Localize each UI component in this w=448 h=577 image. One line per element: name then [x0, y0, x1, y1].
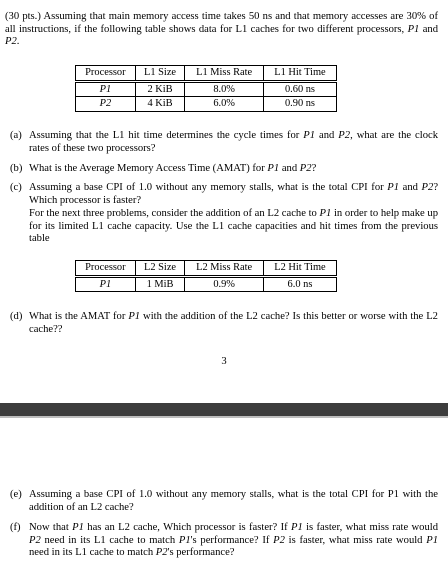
table-row — [76, 81, 337, 97]
question-label: (e) — [10, 489, 22, 500]
question-c: (c) Assuming a base CPI of 1.0 without any memory stalls, what is the total CPI for P1 and P2? Which processor is faster? — [10, 182, 439, 206]
table-cell: 1 MiB — [135, 276, 185, 292]
table-row — [76, 97, 337, 112]
table-header: L2 Miss Rate — [185, 261, 264, 277]
page-4 — [0, 418, 448, 577]
table-cell: 0.90 ns — [263, 97, 336, 112]
table-header: L2 Size — [135, 261, 185, 277]
table-cell: P1 — [76, 276, 136, 292]
question-e: (e) Assuming a base CPI of 1.0 without any memory stalls, what is the total CPI for P1 with the addition of an L2 cache? — [10, 489, 438, 513]
question-d: (d) What is the AMAT for P1 with the addition of the L2 cache? Is this better or worse with the L2 cache?? — [10, 311, 438, 335]
question-b: (b) What is the Average Memory Access Time (AMAT) for P1 and P2? — [10, 163, 317, 174]
page-number: 3 — [221, 356, 227, 367]
question-label: (c) — [10, 182, 22, 193]
table-cell: P1 — [76, 81, 136, 97]
table-header: Processor — [76, 261, 136, 277]
question-label: (f) — [10, 522, 21, 533]
question-f: (f) Now that P1 has an L2 cache, Which processor is faster? If P1 is faster, what miss rate would P2 need in its L1 cache to match P1's performance? If P2 is faster, what miss rate would P1 need in its L1 cache to match P2's performance? — [10, 522, 438, 559]
table-header: Processor — [76, 66, 136, 82]
table-row — [76, 276, 337, 292]
l2-cache-note: For the next three problems, consider the addition of an L2 cache to P1 in order to help make up for its limited L1 cache capacity. Use the L1 cache capacities and hit times from the previous table — [29, 208, 439, 245]
question-a: (a) Assuming that the L1 hit time determines the cycle times for P1 and P2, what are the clock rates of these two processors? — [10, 130, 439, 154]
l2-cache-table — [75, 260, 337, 292]
table-cell: P2 — [76, 97, 136, 112]
question-label: (a) — [10, 130, 22, 141]
table-cell: 6.0 ns — [263, 276, 336, 292]
points-label: (30 pts.) — [5, 11, 41, 22]
table-cell: 8.0% — [185, 81, 264, 97]
l1-cache-table — [75, 65, 337, 112]
problem-intro: (30 pts.) Assuming that main memory access time takes 50 ns and that memory accesses are 30% of all instructions, if the following table shows data for L1 caches for two different processors, P1 and P2. — [5, 11, 438, 48]
table-header: L1 Hit Time — [263, 66, 336, 82]
question-label: (d) — [10, 311, 23, 322]
question-label: (b) — [10, 163, 23, 174]
table-header: L1 Miss Rate — [185, 66, 264, 82]
table-cell: 0.60 ns — [263, 81, 336, 97]
table-cell: 6.0% — [185, 97, 264, 112]
table-header: L2 Hit Time — [263, 261, 336, 277]
table-cell: 0.9% — [185, 276, 264, 292]
table-cell: 4 KiB — [135, 97, 185, 112]
page-separator — [0, 403, 448, 416]
table-cell: 2 KiB — [135, 81, 185, 97]
table-header: L1 Size — [135, 66, 185, 82]
